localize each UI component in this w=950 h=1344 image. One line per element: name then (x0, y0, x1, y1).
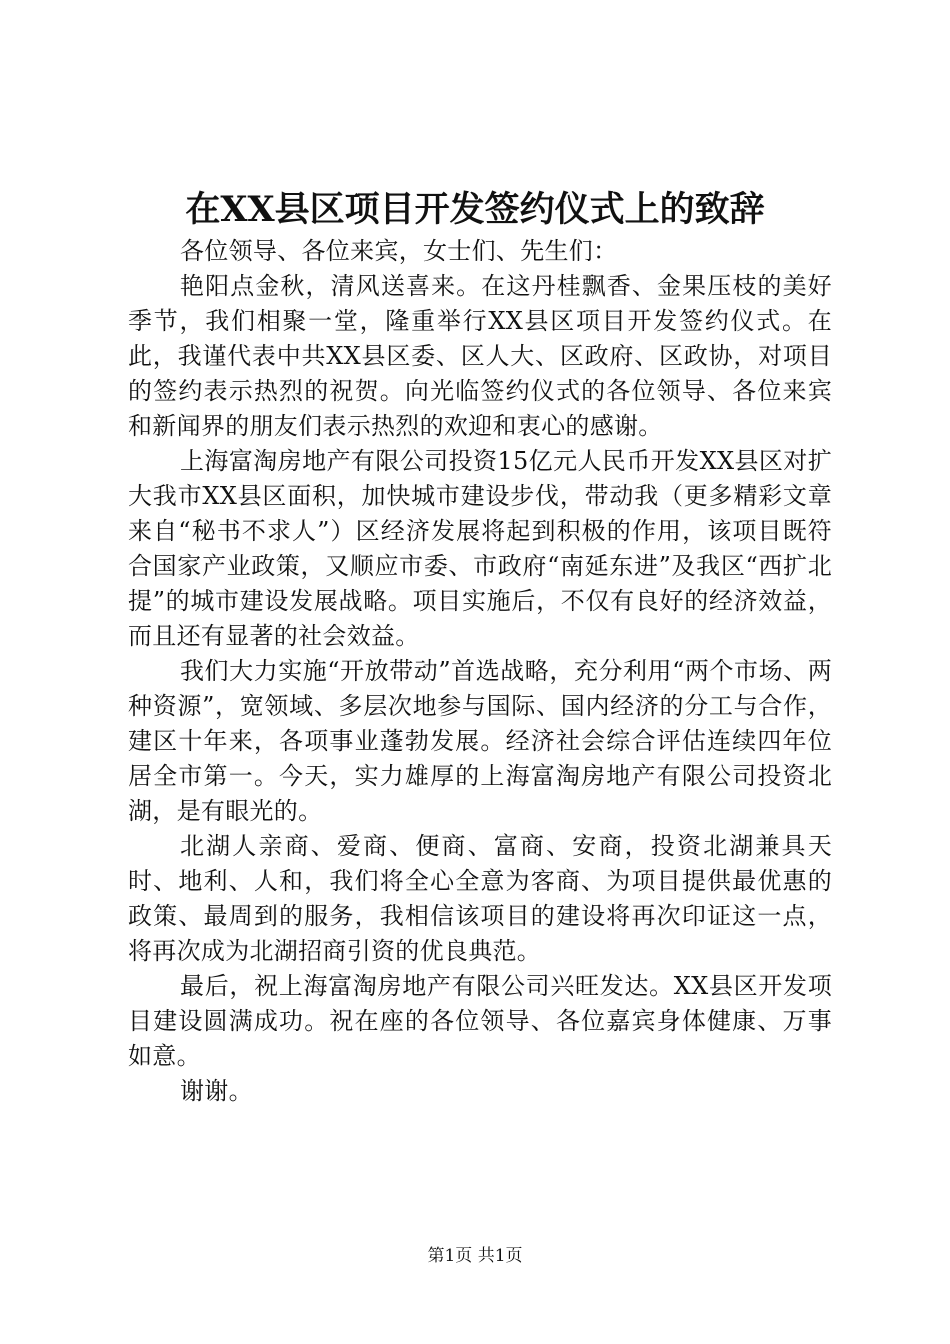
body-paragraph-5: 最后，祝上海富淘房地产有限公司兴旺发达。XX县区开发项目建设圆满成功。祝在座的各位领导、各位嘉宾身体健康、万事如意。 (128, 972, 832, 1070)
body-paragraph-1: 艳阳点金秋，清风送喜来。在这丹桂飘香、金果压枝的美好季节，我们相聚一堂，隆重举行XX县区项目开发签约仪式。在此，我谨代表中共XX县区委、区人大、区政府、区政协，对项目的签约表示热烈的祝贺。向光临签约仪式的各位领导、各位来宾和新闻界的朋友们表示热烈的欢迎和衷心的感谢。 (128, 272, 832, 440)
document-body (128, 234, 832, 1109)
page-number-footer: 第1页 共1页 (427, 1246, 523, 1266)
body-paragraph-3: 我们大力实施“开放带动”首选战略，充分利用“两个市场、两种资源”，宽领域、多层次地参与国际、国内经济的分工与合作，建区十年来，各项事业蓬勃发展。经济社会综合评估连续四年位居全市第一。今天，实力雄厚的上海富淘房地产有限公司投资北湖，是有眼光的。 (128, 657, 832, 825)
document-title: 在XX县区项目开发签约仪式上的致辞 (185, 189, 765, 230)
salutation-paragraph: 各位领导、各位来宾，女士们、先生们： (180, 237, 618, 265)
body-paragraph-4: 北湖人亲商、爱商、便商、富商、安商，投资北湖兼具天时、地利、人和，我们将全心全意为客商、为项目提供最优惠的政策、最周到的服务，我相信该项目的建设将再次印证这一点，将再次成为北湖招商引资的优良典范。 (128, 832, 832, 965)
body-paragraph-2: 上海富淘房地产有限公司投资15亿元人民币开发XX县区对扩大我市XX县区面积，加快城市建设步伐，带动我（更多精彩文章来自“秘书不求人”）区经济发展将起到积极的作用，该项目既符合国家产业政策，又顺应市委、市政府“南延东进”及我区“西扩北提”的城市建设发展战略。项目实施后，不仅有良好的经济效益，而且还有显著的社会效益。 (128, 447, 832, 650)
closing-paragraph: 谢谢。 (180, 1077, 253, 1105)
